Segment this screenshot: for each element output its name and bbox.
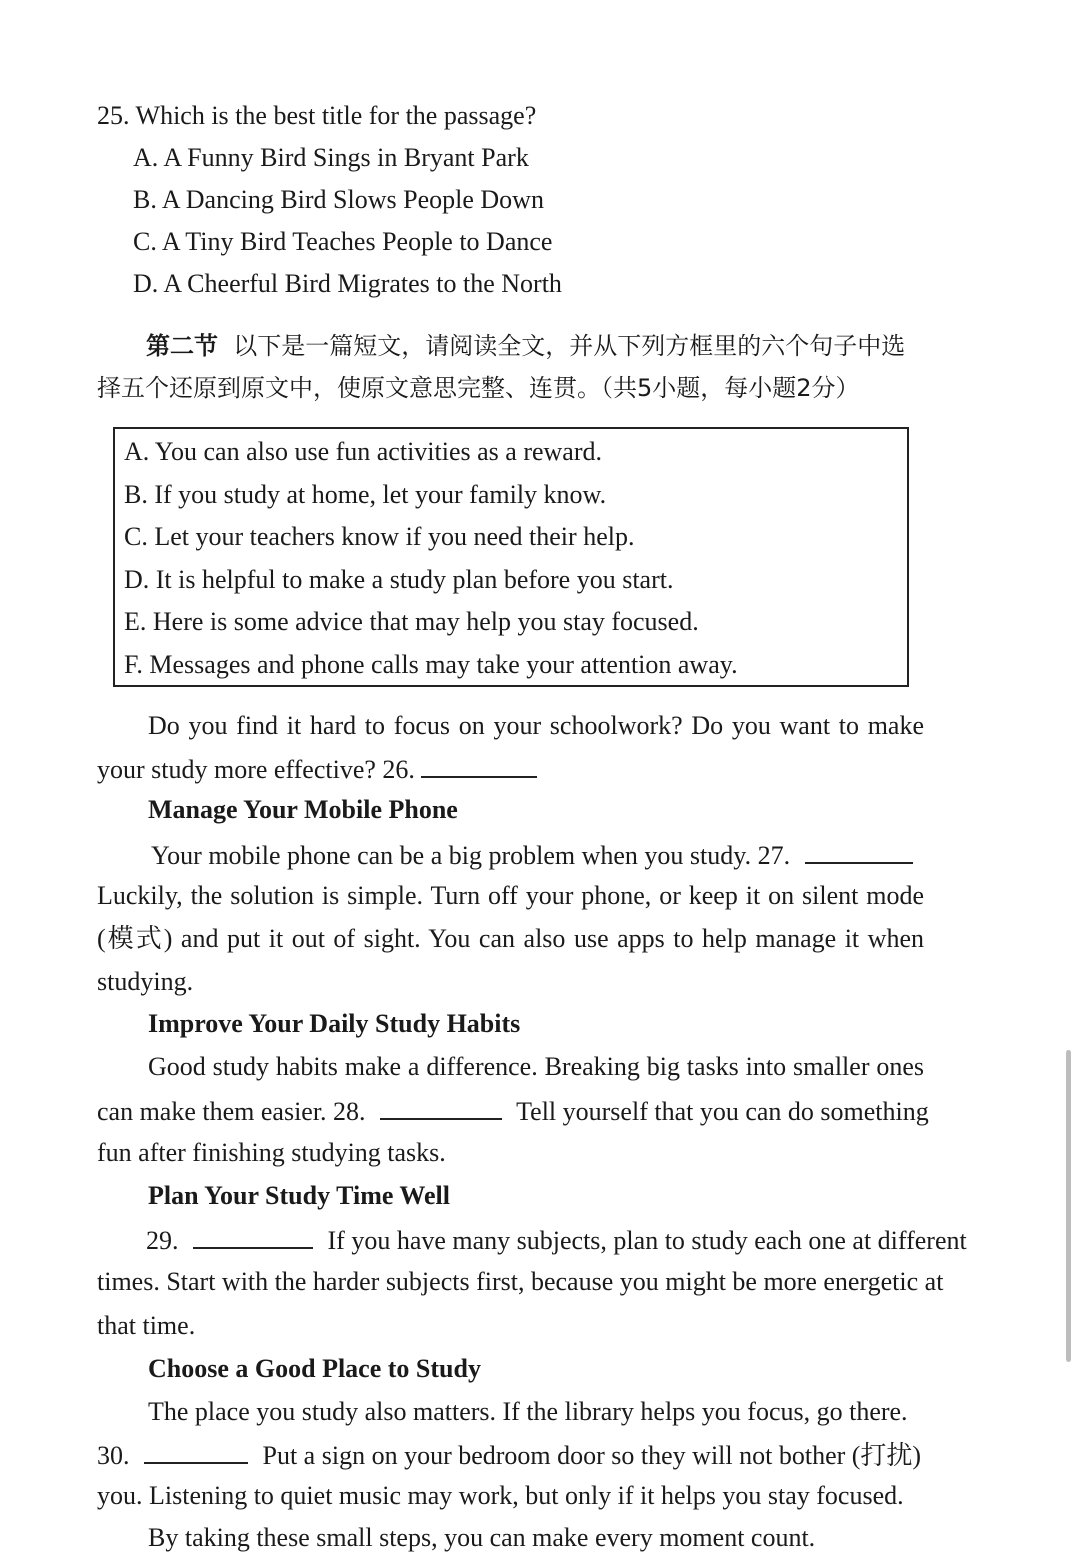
p3-line-1-number: 29. (146, 1226, 179, 1255)
question-25: 25. Which is the best title for the passage? (97, 101, 537, 130)
answer-blank-28[interactable] (380, 1094, 502, 1120)
heading-good-place: Choose a Good Place to Study (148, 1354, 481, 1383)
scrollbar[interactable] (1066, 1050, 1071, 1362)
p4-line-3: you. Listening to quiet music may work, but only if it helps you stay focused. (97, 1481, 904, 1510)
p1-line-2: Luckily, the solution is simple. Turn off your phone, or keep it on silent mode (97, 881, 924, 910)
q25-option-c: C. A Tiny Bird Teaches People to Dance (133, 227, 553, 256)
passage-intro-text: your study more effective? 26. (97, 755, 415, 784)
answer-blank-27[interactable] (805, 838, 913, 864)
p2-line-3: fun after finishing studying tasks. (97, 1138, 446, 1167)
box-option-b: B. If you study at home, let your family know. (124, 480, 607, 509)
p1-line-1-text: Your mobile phone can be a big problem when you study. 27. (151, 841, 791, 870)
p4-line-2 (97, 1438, 921, 1472)
answer-blank-29[interactable] (193, 1223, 313, 1249)
heading-plan-time: Plan Your Study Time Well (148, 1181, 450, 1210)
section-instruction-line-2: 择五个还原到原文中，使原文意思完整、连贯。（共5小题，每小题2分） (97, 374, 860, 402)
q25-option-b: B. A Dancing Bird Slows People Down (133, 185, 544, 214)
box-option-d: D. It is helpful to make a study plan before you start. (124, 565, 674, 594)
box-option-f: F. Messages and phone calls may take your attention away. (124, 650, 738, 679)
p2-line-1: Good study habits make a difference. Breaking big tasks into smaller ones (148, 1052, 924, 1081)
p1-line-4: studying. (97, 967, 194, 996)
heading-study-habits: Improve Your Daily Study Habits (148, 1009, 521, 1038)
section-instruction-line-1 (146, 330, 905, 362)
passage-intro-line-1: Do you find it hard to focus on your schoolwork? Do you want to make (148, 711, 924, 740)
answer-blank-26[interactable] (421, 752, 537, 778)
q25-option-d: D. A Cheerful Bird Migrates to the North (133, 269, 562, 298)
q25-option-a: A. A Funny Bird Sings in Bryant Park (133, 143, 529, 172)
p3-line-1-text: If you have many subjects, plan to study each one at different (327, 1226, 967, 1255)
box-option-e: E. Here is some advice that may help you stay focused. (124, 607, 699, 636)
p4-line-2-number: 30. (97, 1441, 130, 1470)
p2-line-2-text-a: can make them easier. 28. (97, 1097, 366, 1126)
answer-blank-30[interactable] (144, 1438, 248, 1464)
p3-line-1 (146, 1223, 967, 1257)
heading-manage-phone: Manage Your Mobile Phone (148, 795, 458, 824)
box-option-a: A. You can also use fun activities as a reward. (124, 437, 602, 466)
closing-line: By taking these small steps, you can make every moment count. (148, 1523, 816, 1552)
section-instruction-text-1: 以下是一篇短文，请阅读全文，并从下列方框里的六个句子中选 (233, 332, 906, 360)
box-option-c: C. Let your teachers know if you need their help. (124, 522, 635, 551)
p4-line-1: The place you study also matters. If the library helps you focus, go there. (148, 1397, 908, 1426)
p3-line-2: times. Start with the harder subjects first, because you might be more energetic at (97, 1267, 944, 1296)
p4-line-2-text: Put a sign on your bedroom door so they will not bother (打扰) (262, 1441, 922, 1470)
section-heading: 第二节 (146, 332, 218, 360)
p1-line-1 (151, 838, 913, 872)
p2-line-2-text-b: Tell yourself that you can do something (516, 1097, 929, 1126)
p1-line-3: (模式) and put it out of sight. You can also use apps to help manage it when (97, 924, 924, 953)
p2-line-2 (97, 1094, 929, 1128)
passage-intro-line-2 (97, 752, 537, 786)
p3-line-3: that time. (97, 1311, 196, 1340)
